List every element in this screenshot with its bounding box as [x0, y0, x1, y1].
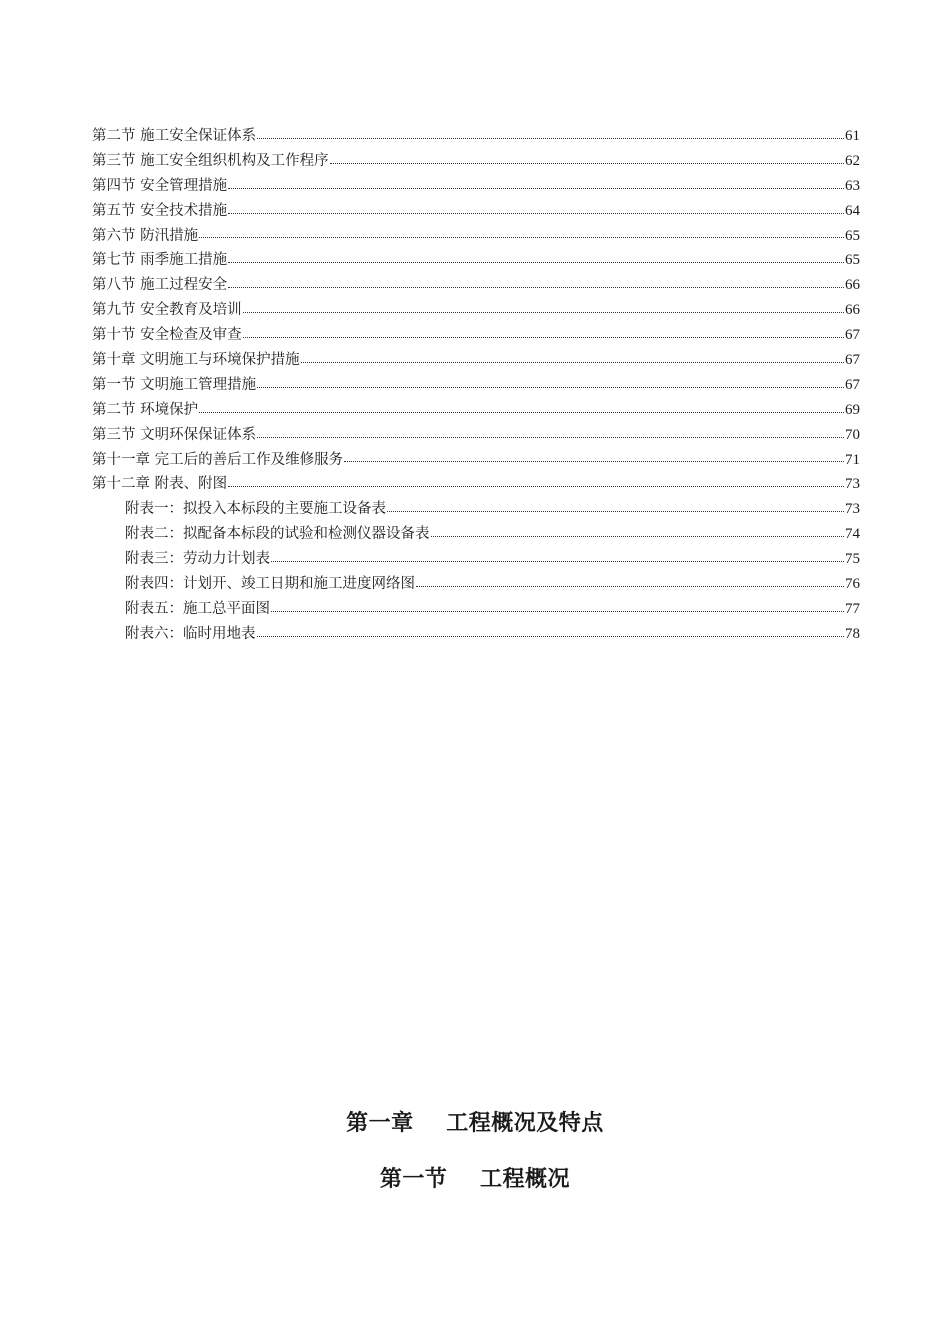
toc-dot-leader	[199, 237, 844, 238]
toc-entry-page: 63	[845, 177, 860, 194]
toc-entry-title: 附表一：拟投入本标段的主要施工设备表	[125, 501, 386, 518]
toc-entry-page: 69	[845, 401, 860, 418]
toc-entry-title: 第一节 文明施工管理措施	[92, 376, 257, 393]
toc-dot-leader	[199, 412, 844, 413]
toc-entry[interactable]	[92, 124, 860, 149]
toc-entry-title: 第十节 安全检查及审查	[92, 327, 242, 344]
toc-subentry[interactable]	[92, 547, 860, 572]
chapter-heading: 第一章 工程概况及特点	[346, 1110, 604, 1136]
toc-entry-page: 78	[845, 625, 860, 642]
toc-entry[interactable]	[92, 298, 860, 323]
table-of-contents	[92, 124, 860, 647]
toc-entry-page: 73	[845, 476, 860, 493]
toc-entry-page: 70	[845, 426, 860, 443]
toc-entry[interactable]	[92, 423, 860, 448]
toc-dot-leader	[228, 188, 844, 189]
toc-entry[interactable]	[92, 323, 860, 348]
toc-dot-leader	[271, 561, 844, 562]
toc-dot-leader	[431, 536, 845, 537]
toc-entry-page: 66	[845, 277, 860, 294]
toc-entry-title: 第五节 安全技术措施	[92, 202, 228, 219]
toc-entry-title: 第二节 环境保护	[92, 401, 199, 418]
toc-entry-page: 67	[845, 376, 860, 393]
toc-subentry[interactable]	[92, 622, 860, 647]
toc-subentry[interactable]	[92, 497, 860, 522]
toc-entry-page: 62	[845, 152, 860, 169]
toc-entry[interactable]	[92, 472, 860, 497]
toc-entry-page: 73	[845, 501, 860, 518]
toc-entry-title: 第六节 防汛措施	[92, 227, 199, 244]
toc-subentry[interactable]	[92, 522, 860, 547]
toc-subentry[interactable]	[92, 597, 860, 622]
toc-dot-leader	[243, 337, 844, 338]
toc-dot-leader	[344, 461, 844, 462]
toc-dot-leader	[257, 437, 844, 438]
toc-entry[interactable]	[92, 373, 860, 398]
toc-entry-page: 66	[845, 302, 860, 319]
toc-dot-leader	[387, 511, 844, 512]
toc-entry-title: 第十二章 附表、附图	[92, 476, 228, 493]
toc-entry-page: 67	[845, 352, 860, 369]
toc-entry-page: 76	[845, 576, 860, 593]
toc-dot-leader	[301, 362, 844, 363]
toc-dot-leader	[243, 312, 844, 313]
section-heading: 第一节 工程概况	[379, 1166, 571, 1192]
toc-entry-title: 附表六：临时用地表	[125, 625, 256, 642]
toc-entry[interactable]	[92, 199, 860, 224]
toc-dot-leader	[416, 586, 844, 587]
toc-dot-leader	[271, 611, 844, 612]
toc-entry[interactable]	[92, 348, 860, 373]
toc-entry[interactable]	[92, 273, 860, 298]
toc-dot-leader	[228, 486, 844, 487]
toc-dot-leader	[228, 213, 844, 214]
toc-dot-leader	[228, 262, 844, 263]
toc-entry-page: 65	[845, 252, 860, 269]
toc-entry-title: 第九节 安全教育及培训	[92, 302, 242, 319]
toc-entry-title: 第十章 文明施工与环境保护措施	[92, 352, 300, 369]
toc-entry-page: 67	[845, 327, 860, 344]
toc-entry[interactable]	[92, 448, 860, 473]
toc-entry-title: 第三节 文明环保保证体系	[92, 426, 257, 443]
toc-entry-page: 65	[845, 227, 860, 244]
toc-entry-title: 第三节 施工安全组织机构及工作程序	[92, 152, 329, 169]
toc-entry-title: 第七节 雨季施工措施	[92, 252, 228, 269]
toc-entry[interactable]	[92, 398, 860, 423]
toc-entry[interactable]	[92, 248, 860, 273]
toc-entry-page: 75	[845, 551, 860, 568]
toc-dot-leader	[257, 636, 845, 637]
toc-entry-title: 第二节 施工安全保证体系	[92, 128, 257, 144]
toc-subentry[interactable]	[92, 572, 860, 597]
toc-entry-title: 附表五：施工总平面图	[125, 600, 270, 617]
toc-entry-page: 71	[845, 451, 860, 468]
toc-entry-page: 64	[845, 202, 860, 219]
toc-entry-page: 61	[845, 128, 860, 144]
toc-entry-title: 附表三：劳动力计划表	[125, 551, 270, 568]
toc-entry-title: 附表四：计划开、竣工日期和施工进度网络图	[125, 576, 415, 593]
toc-entry[interactable]	[92, 149, 860, 174]
toc-entry-page: 74	[845, 526, 860, 543]
toc-entry[interactable]	[92, 224, 860, 249]
toc-dot-leader	[228, 287, 844, 288]
toc-dot-leader	[257, 387, 844, 388]
toc-dot-leader	[330, 163, 844, 164]
toc-dot-leader	[257, 138, 844, 139]
toc-entry-title: 附表二：拟配备本标段的试验和检测仪器设备表	[125, 526, 430, 543]
toc-entry[interactable]	[92, 174, 860, 199]
toc-entry-title: 第四节 安全管理措施	[92, 177, 228, 194]
toc-entry-title: 第十一章 完工后的善后工作及维修服务	[92, 451, 344, 468]
toc-entry-title: 第八节 施工过程安全	[92, 277, 228, 294]
toc-entry-page: 77	[845, 600, 860, 617]
